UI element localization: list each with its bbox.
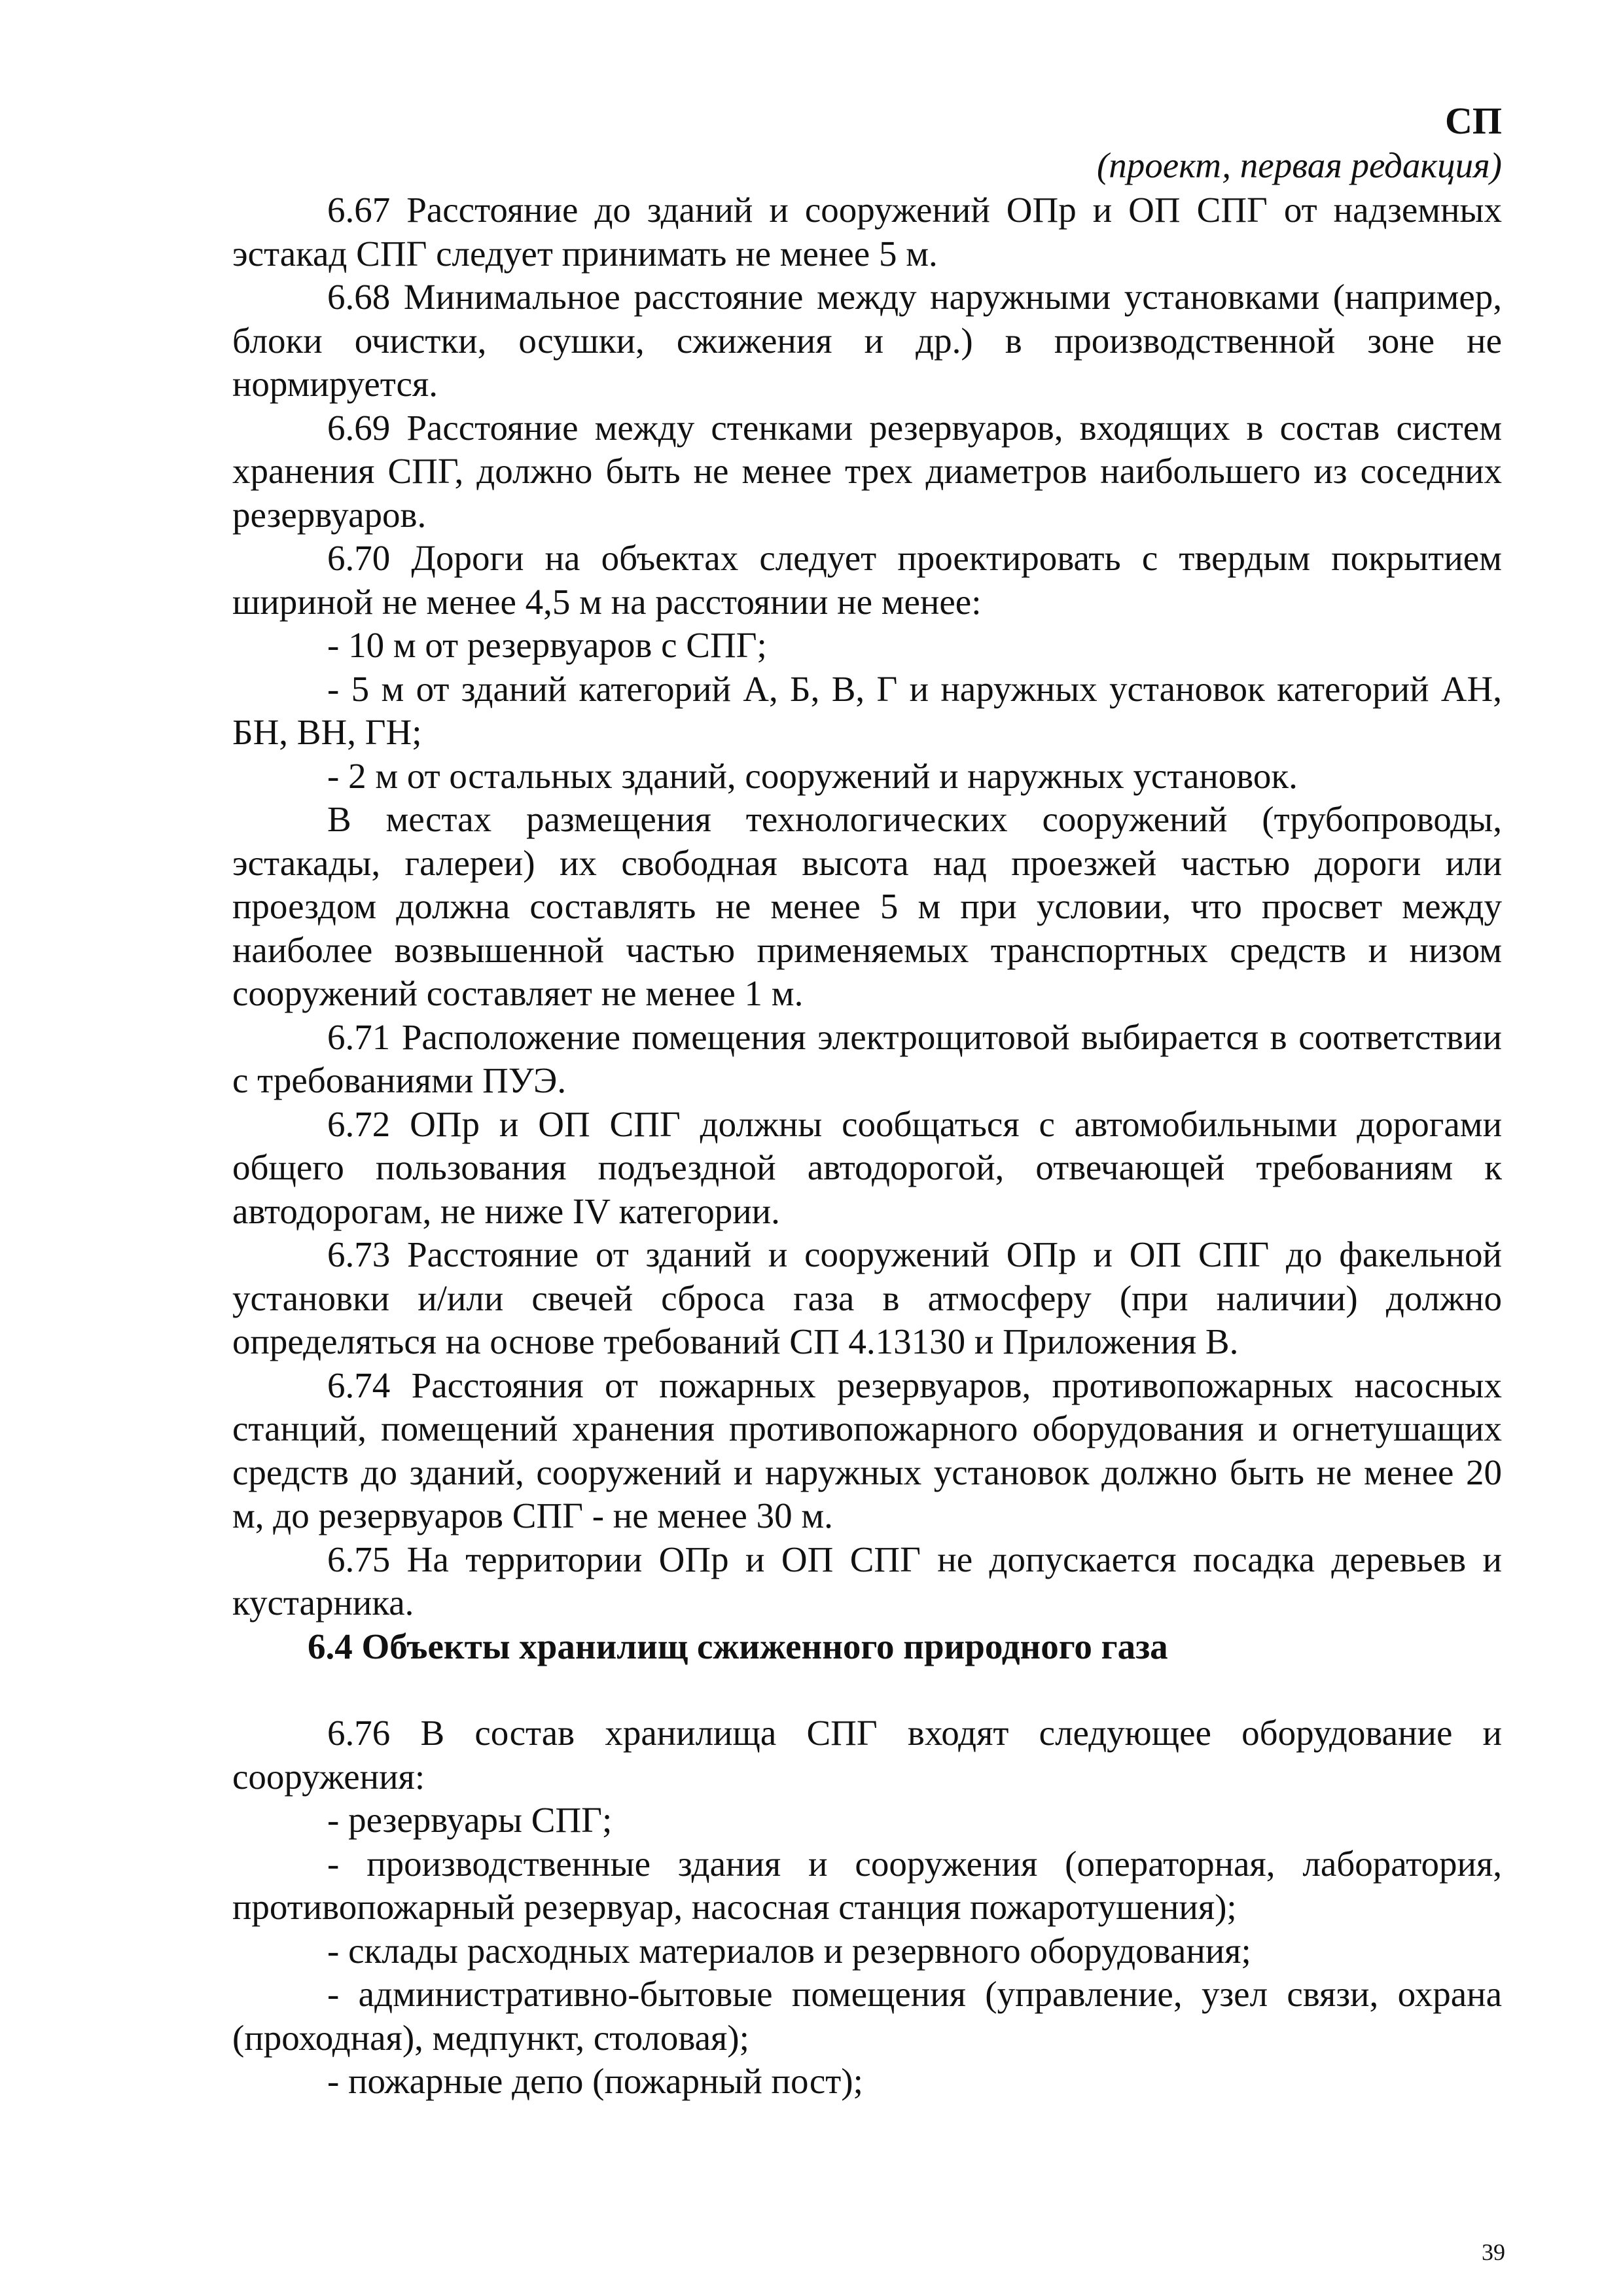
list-item: - склады расходных материалов и резервного оборудования; (327, 1930, 1251, 1971)
paragraph-6-67: 6.67 Расстояние до зданий и сооружений ОПр и ОП СПГ от надземных эстакад СПГ следует принимать не менее 5 м. (232, 190, 1502, 274)
list-item: - 5 м от зданий категорий А, Б, В, Г и наружных установок категорий АН, БН, ВН, ГН; (232, 668, 1502, 752)
paragraph-6-69: 6.69 Расстояние между стенками резервуаров, входящих в состав систем хранения СПГ, должно быть не менее трех диаметров наибольшего из соседних резервуаров. (232, 407, 1502, 535)
list-item: - 10 м от резервуаров с СПГ; (327, 625, 767, 665)
list-item: - пожарные депо (пожарный пост); (327, 2061, 863, 2101)
paragraph-clearance: В местах размещения технологических сооружений (трубопроводы, эстакады, галереи) их свободная высота над проезжей частью дороги или проездом должна составлять не менее 5 м при условии, что просвет между наиболее возвышенной частью применяемых транспортных средств и низом сооружений составляет не менее 1 м. (232, 799, 1502, 1013)
paragraph-6-72: 6.72 ОПр и ОП СПГ должны сообщаться с автомобильными дорогами общего пользования подъездной автодорогой, отвечающей требованиям к автодорогам, не ниже IV категории. (232, 1103, 1502, 1231)
section-heading: 6.4 Объекты хранилищ сжиженного природного газа (308, 1626, 1168, 1666)
paragraph-6-71: 6.71 Расположение помещения электрощитовой выбирается в соответствии с требованиями ПУЭ. (232, 1016, 1502, 1100)
list-item: - резервуары СПГ; (327, 1800, 613, 1840)
paragraph-6-74: 6.74 Расстояния от пожарных резервуаров, противопожарных насосных станций, помещений хранения противопожарного оборудования и огнетушащих средств до зданий, сооружений и наружных установок должно быть не менее 20 м, до резервуаров СПГ - не менее 30 м. (232, 1365, 1502, 1535)
paragraph-6-68: 6.68 Минимальное расстояние между наружными установками (например, блоки очистки, осушки, сжижения и др.) в производственной зоне не нормируется. (232, 277, 1502, 404)
document-code: СП (1445, 99, 1502, 142)
document-page (232, 98, 1502, 2104)
paragraph-6-73: 6.73 Расстояние от зданий и сооружений ОПр и ОП СПГ до факельной установки и/или свечей сброса газа в атмосферу (при наличии) должно определяться на основе требований СП 4.13130 и Приложения В. (232, 1234, 1502, 1361)
page-number: 39 (1482, 2239, 1505, 2265)
paragraph-6-75: 6.75 На территории ОПр и ОП СПГ не допускается посадка деревьев и кустарника. (232, 1539, 1502, 1623)
list-item: - производственные здания и сооружения (операторная, лаборатория, противопожарный резервуар, насосная станция пожаротушения); (232, 1843, 1502, 1927)
list-item: - 2 м от остальных зданий, сооружений и наружных установок. (327, 755, 1298, 796)
paragraph-6-76: 6.76 В состав хранилища СПГ входят следующее оборудование и сооружения: (232, 1713, 1502, 1797)
list-item: - административно-бытовые помещения (управление, узел связи, охрана (проходная), медпункт, столовая); (232, 1974, 1502, 2058)
paragraph-6-70: 6.70 Дороги на объектах следует проектировать с твердым покрытием шириной не менее 4,5 м на расстоянии не менее: (232, 538, 1502, 622)
document-edition: (проект, первая редакция) (1096, 145, 1502, 185)
